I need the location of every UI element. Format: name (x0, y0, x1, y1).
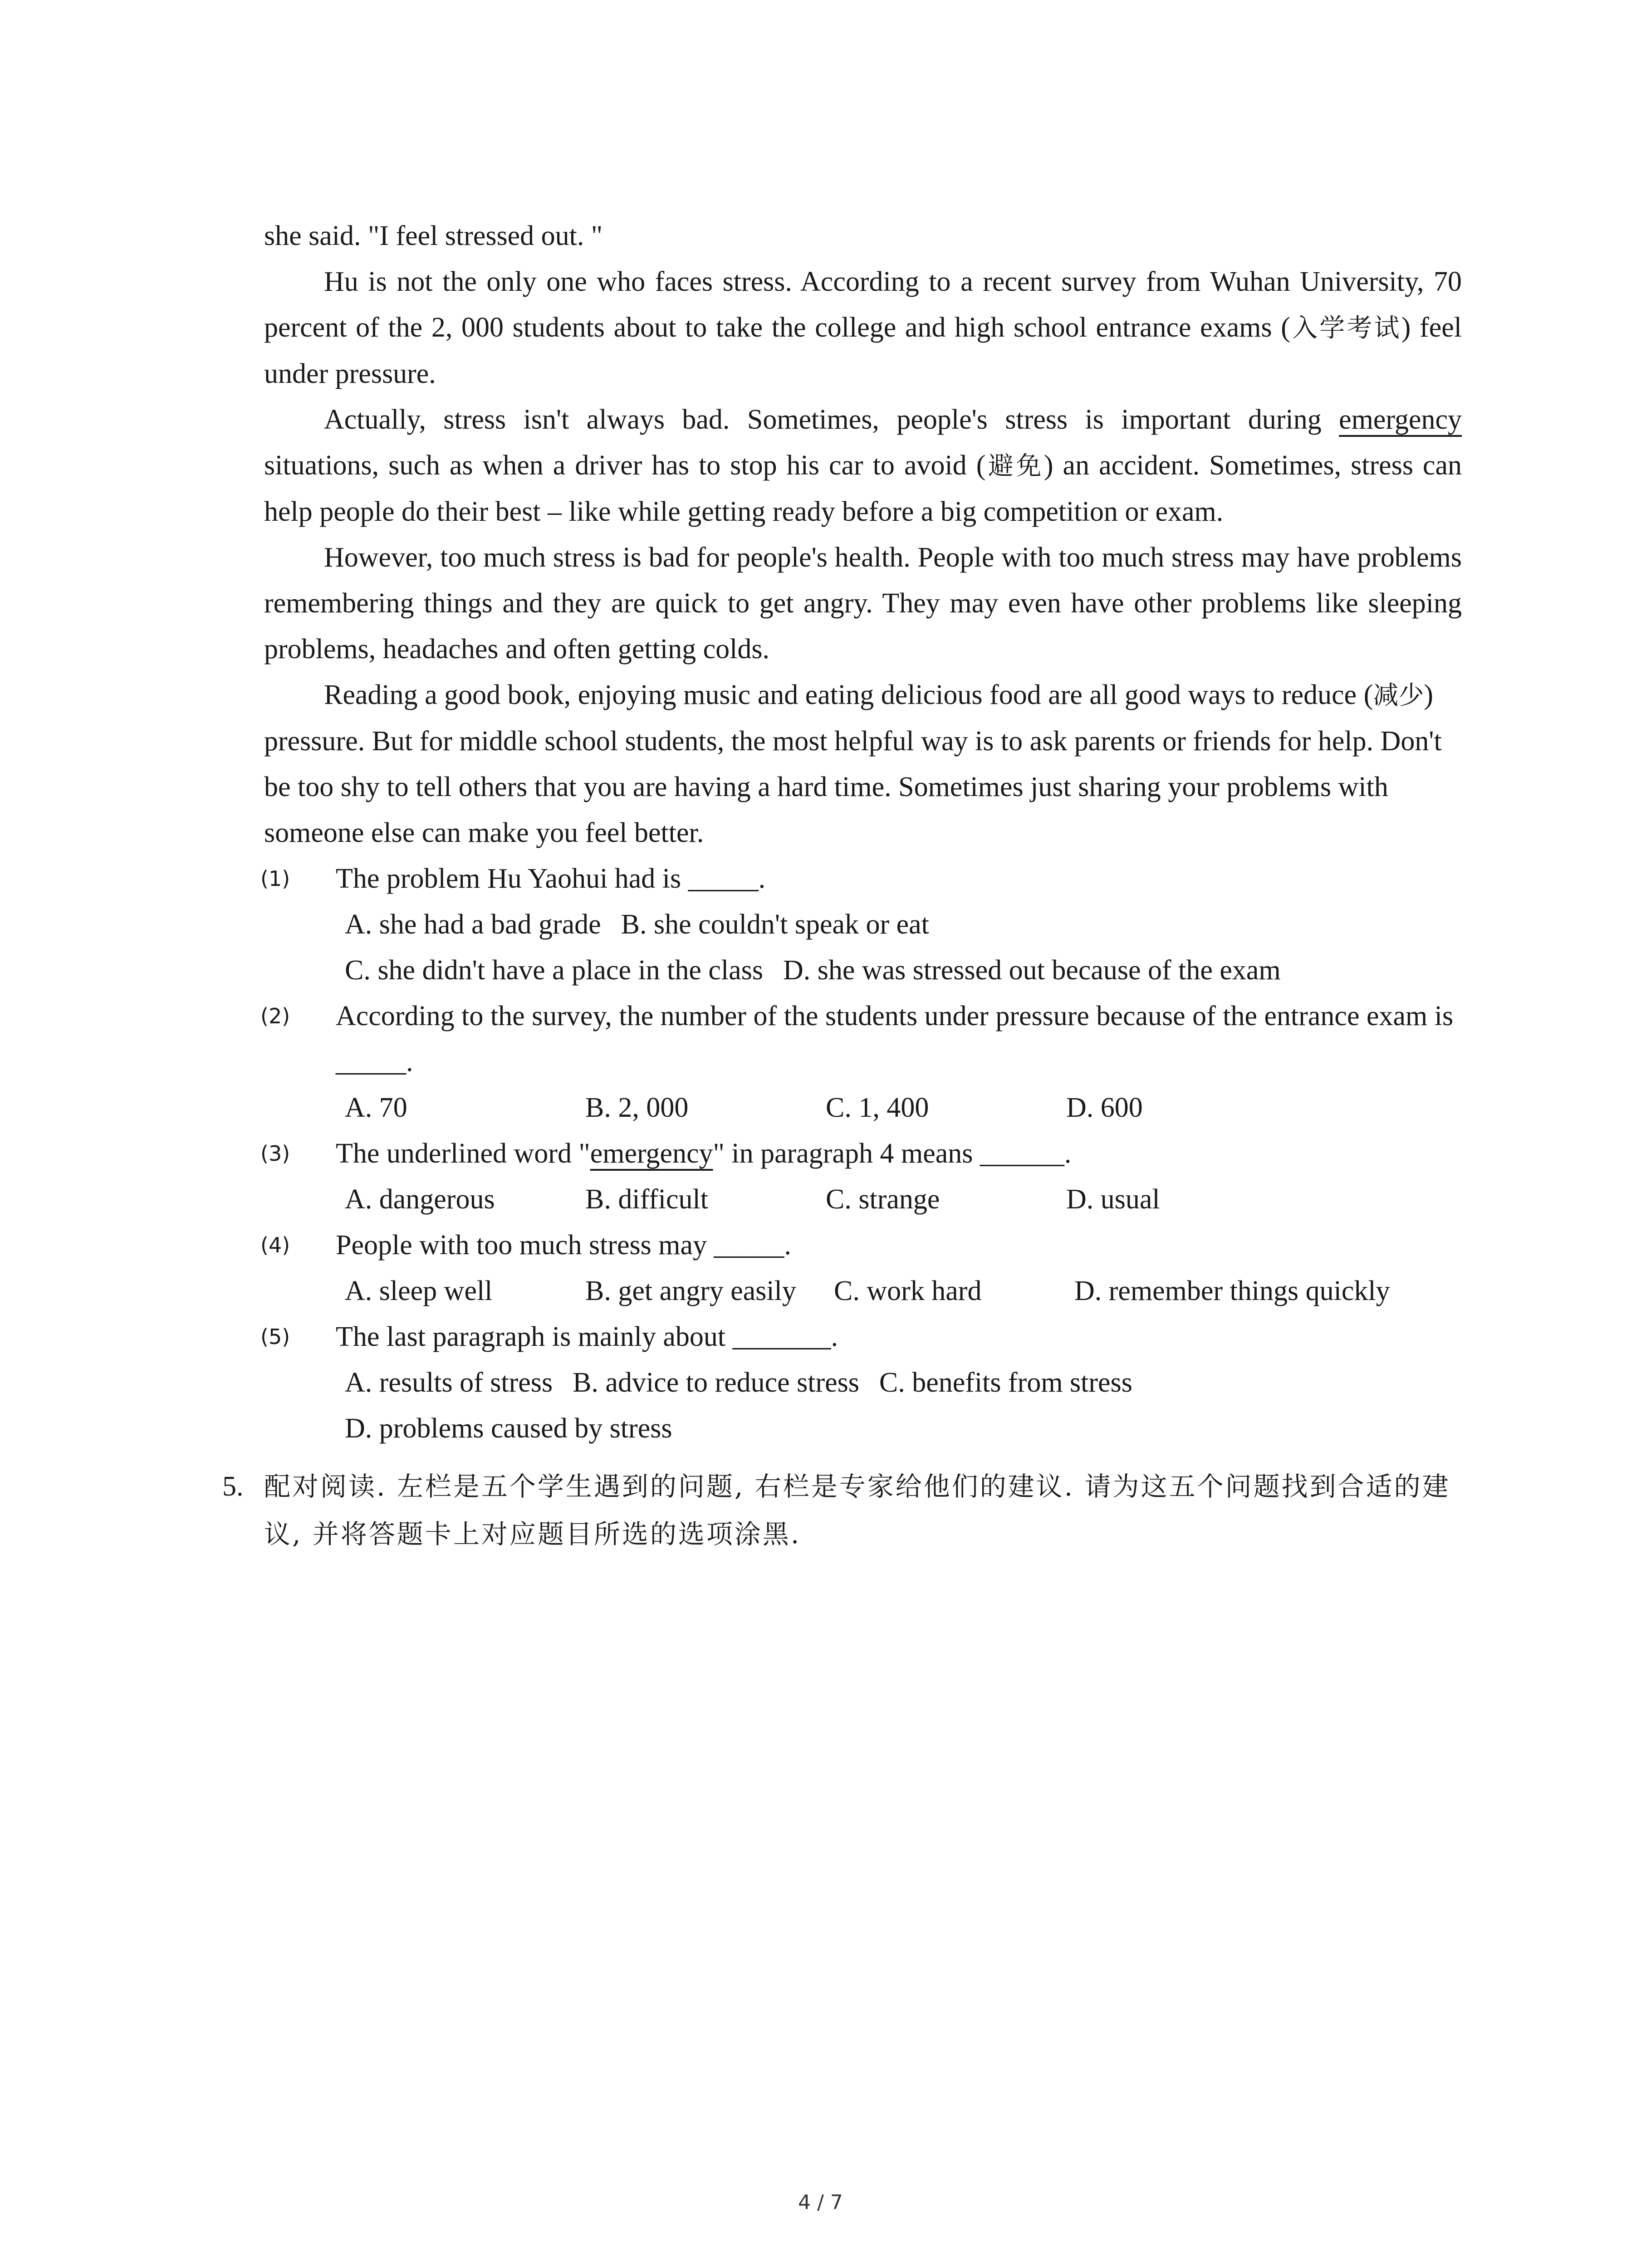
option-b: B. advice to reduce stress (573, 1367, 859, 1398)
option-b: B. 2, 000 (585, 1092, 689, 1123)
question-stem: People with too much stress may _____. (336, 1230, 791, 1261)
question-2-options (264, 1085, 1462, 1131)
option-d: D. remember things quickly (1074, 1276, 1390, 1306)
section-text: 配对阅读. 左栏是五个学生遇到的问题, 右栏是专家给他们的建议. 请为这五个问题找到合适的建议, 并将答题卡上对应题目所选的选项涂黑. (264, 1471, 1450, 1549)
question-stem: The problem Hu Yaohui had is _____. (336, 863, 766, 894)
option-a: A. results of stress (345, 1367, 553, 1398)
question-2 (260, 993, 1462, 1085)
option-c: C. benefits from stress (879, 1367, 1132, 1398)
question-4-options (264, 1268, 1462, 1314)
option-c: C. she didn't have a place in the class (345, 955, 763, 986)
question-5-options-row-2 (264, 1406, 1462, 1452)
question-5 (260, 1314, 1462, 1360)
passage-paragraph-4: However, too much stress is bad for people's health. People with too much stress may have problems remembering things and they are quick to get angry. They may even have other problems like sleeping problems, headaches and often getting colds. (264, 542, 1462, 665)
passage-paragraph-2: Hu is not the only one who faces stress. According to a recent survey from Wuhan University, 70 percent of the 2, 000 students about to take the college and high school entrance exams (入学考试) feel under pressure. (264, 266, 1462, 389)
question-number: (3) (260, 1141, 290, 1166)
option-a: A. dangerous (345, 1184, 495, 1215)
option-c: C. strange (826, 1184, 940, 1215)
question-number: (2) (260, 1004, 290, 1028)
option-a: A. sleep well (345, 1276, 493, 1306)
question-3-options (264, 1177, 1462, 1222)
reading-passage (260, 213, 1462, 1452)
page-number: 4 / 7 (798, 2191, 843, 2214)
option-c: C. 1, 400 (826, 1092, 929, 1123)
question-number: (1) (260, 866, 290, 891)
passage-paragraph-3: Actually, stress isn't always bad. Sometimes, people's stress is important during emergency situations, such as when a driver has to stop his car to avoid (避免) an accident. Sometimes, stress can help people do their best – like while getting ready before a big competition or exam. (264, 404, 1462, 527)
option-b: B. get angry easily (585, 1276, 796, 1306)
question-number: (4) (260, 1233, 290, 1257)
question-stem: The underlined word "emergency" in paragraph 4 means ______. (336, 1138, 1072, 1169)
question-number: (5) (260, 1325, 290, 1349)
question-5-options (264, 1360, 1462, 1406)
option-b: B. difficult (585, 1184, 708, 1215)
option-d: D. she was stressed out because of the exam (783, 955, 1281, 986)
question-4 (260, 1222, 1462, 1268)
option-a: A. 70 (345, 1092, 407, 1123)
underlined-word: emergency (1339, 404, 1462, 435)
question-3 (260, 1131, 1462, 1177)
question-stem: The last paragraph is mainly about _______. (336, 1321, 838, 1352)
question-1 (260, 856, 1462, 902)
passage-paragraph-5: Reading a good book, enjoying music and eating delicious food are all good ways to reduce (减少) pressure. But for middle school students, the most helpful way is to ask parents or friends for help. Don't be too shy to tell others that you are having a hard time. Sometimes just sharing your problems with someone else can make you feel better. (264, 679, 1442, 848)
question-1-options-row-2 (264, 948, 1462, 993)
underlined-word: emergency (590, 1138, 713, 1169)
option-d: D. usual (1066, 1184, 1160, 1215)
option-a: A. she had a bad grade (345, 909, 601, 940)
section-5-instructions (222, 1463, 1456, 1558)
option-c: C. work hard (834, 1276, 982, 1306)
option-d: D. 600 (1066, 1092, 1143, 1123)
option-b: B. she couldn't speak or eat (621, 909, 929, 940)
question-stem: According to the survey, the number of the students under pressure because of the entrance exam is _____. (336, 1001, 1454, 1077)
question-1-options (264, 902, 1462, 948)
passage-paragraph-1: she said. "I feel stressed out. " (264, 220, 603, 251)
section-number: 5. (222, 1471, 244, 1502)
option-d: D. problems caused by stress (345, 1413, 672, 1444)
